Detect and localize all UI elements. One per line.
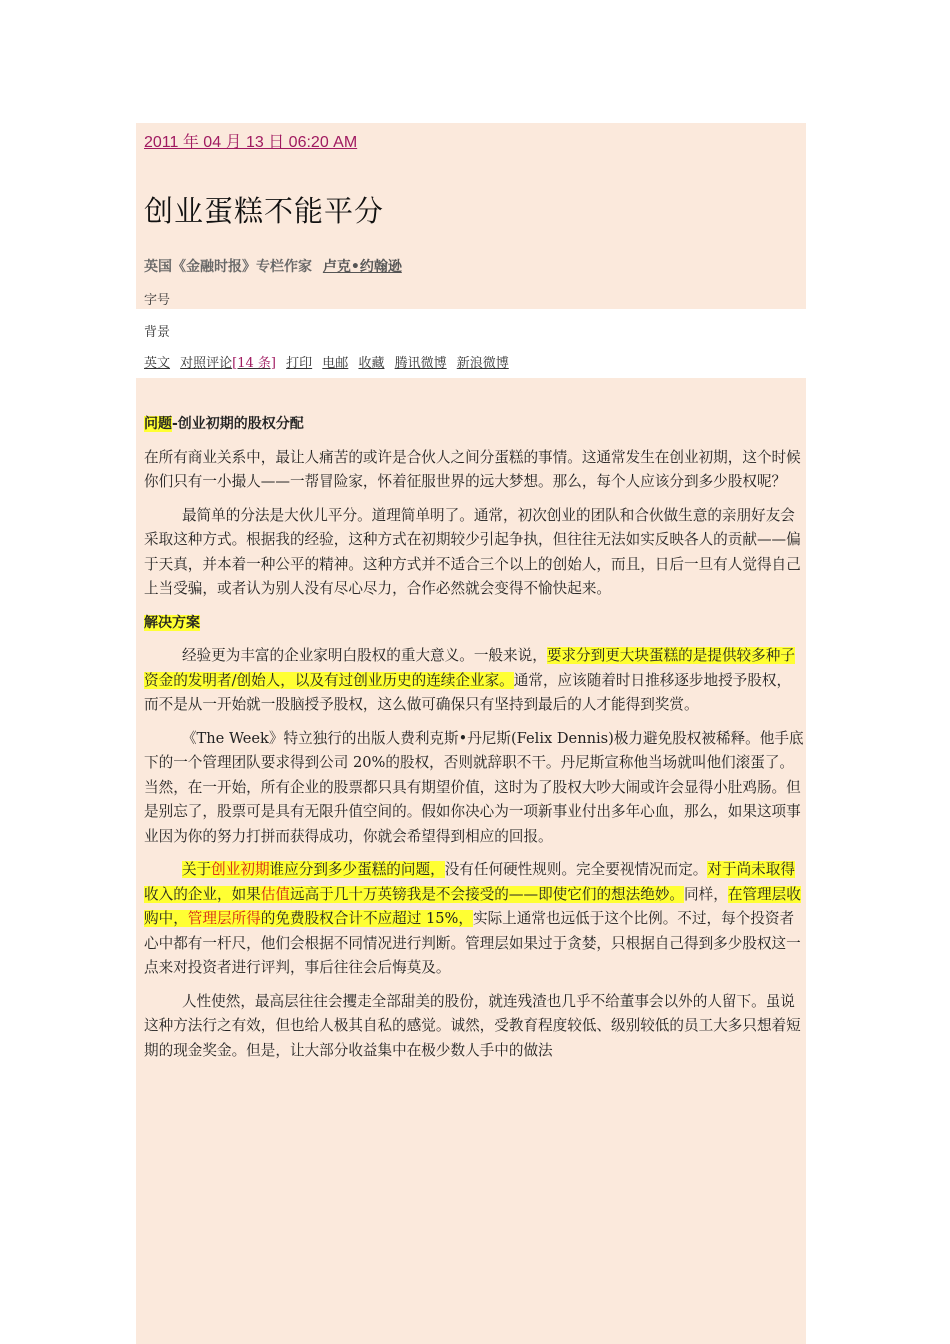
date-link[interactable]: 2011 年 04 月 13 日 06:20 AM: [144, 134, 358, 151]
heading-highlight: 解决方案: [144, 614, 200, 631]
text-run: 经验更为丰富的企业家明白股权的重大意义。一般来说，: [181, 647, 547, 664]
english-link[interactable]: 英文: [144, 356, 171, 371]
byline: [144, 256, 402, 276]
section-heading-solution: [144, 611, 804, 636]
highlighted-text: [182, 861, 445, 878]
text-run: 对于尚未取得收入的企业，如果: [144, 861, 795, 903]
text-run: 的免费股权合计不应超过 15%，: [260, 910, 473, 927]
sina-weibo-link[interactable]: 新浪微博: [456, 356, 509, 371]
text-run: 关于: [181, 861, 212, 878]
header-panel: [136, 123, 806, 309]
text-run: 没有任何硬性规则。完全要视情况而定。: [444, 861, 708, 878]
paragraph: [144, 858, 804, 981]
text-run: 通常，应该随着时日推移逐步地授予股权，而不是从一开始就一股脑授予股权，这么做可确保只有坚持到最后的人才能得到奖赏。: [144, 671, 792, 713]
paragraph: 《The Week》特立独行的出版人费利克斯•丹尼斯(Felix Dennis)极力避免股权被稀释。他手底下的一个管理团队要求得到公司 20%的股权，否则就辞职不干。丹尼斯宣称他当场就叫他们滚蛋了。当然，在一开始，所有企业的股票都只具有期望价值，这时为了股权大吵大闹或许会显得小肚鸡肠。但是别忘了，股票可是具有无限升值空间的。假如你决心为一项新事业付出多年心血，那么，如果这项事业因为你的努力打拼而获得成功，你就会希望得到相应的回报。: [144, 729, 804, 845]
paragraph: [144, 644, 804, 718]
background-control[interactable]: 背景: [144, 325, 171, 340]
email-link[interactable]: 电邮: [322, 356, 349, 371]
text-run: 远高于几十万英镑我是不会接受的——即使它们的想法绝妙。: [289, 885, 685, 903]
paragraph: 最简单的分法是大伙儿平分。道理简单明了。通常，初次创业的团队和合伙做生意的亲朋好友会采取这种方式。根据我的经验，这种方式在初期较少引起争执，但往往无法如实反映各人的贡献——偏于天真，并本着一种公平的精神。这种方式并不适合三个以上的创始人，而且，日后一旦有人觉得自己上当受骗，或者认为别人没有尽心尽力，合作必然就会变得不愉快起来。: [144, 506, 801, 597]
paragraph: 在所有商业关系中，最让人痛苦的或许是合伙人之间分蛋糕的事情。这通常发生在创业初期，这个时候你们只有一小撮人——一帮冒险家，怀着征服世界的远大梦想。那么，每个人应该分到多少股权呢？: [144, 448, 801, 490]
section-heading-problem: [144, 412, 804, 437]
heading-highlight: 问题: [144, 416, 172, 432]
compare-comments-link[interactable]: [180, 356, 276, 371]
tencent-weibo-link[interactable]: 腾讯微博: [394, 356, 447, 371]
favorite-link[interactable]: 收藏: [358, 356, 385, 371]
byline-prefix: 英国《金融时报》专栏作家: [144, 259, 312, 275]
text-run: 在管理层收购中，: [144, 885, 801, 927]
author-link[interactable]: 卢克•约翰逊: [322, 259, 402, 275]
font-size-control[interactable]: 字号: [144, 293, 171, 308]
highlighted-text: 要求分到更大块蛋糕的是提供较多种子资金的发明者/创始人，以及有过创业历史的连续企业家。: [144, 647, 795, 689]
page-title: 创业蛋糕不能平分: [144, 194, 385, 228]
red-text: 估值: [260, 885, 290, 903]
article-body: [144, 412, 804, 1072]
comment-count: [14 条]: [232, 356, 276, 371]
article-toolbar: [144, 352, 515, 371]
paragraph: 人性使然，最高层往往会攫走全部甜美的股份，就连残渣也几乎不给董事会以外的人留下。虽说这种方法行之有效，但也给人极其自私的感觉。诚然，受教育程度较低、级别较低的员工大多只想着短期的现金奖金。但是，让大部分收益集中在极少数人手中的做法: [144, 992, 801, 1059]
red-text: 创业初期: [211, 861, 270, 878]
heading-rest: -创业初期的股权分配: [172, 416, 304, 432]
text-run: 实际上通常也远低于这个比例。不过，每个投资者心中都有一杆尺，他们会根据不同情况进行判断。管理层如果过于贪婪，只根据自己得到多少股权这一点来对投资者进行评判，事后往往会后悔莫及。: [144, 910, 801, 976]
compare-label: 对照评论: [180, 356, 233, 371]
red-text: 管理层所得: [187, 910, 261, 927]
print-link[interactable]: 打印: [286, 356, 313, 371]
text-run: 同样，: [684, 885, 728, 903]
text-run: 谁应分到多少蛋糕的问题，: [269, 861, 445, 878]
